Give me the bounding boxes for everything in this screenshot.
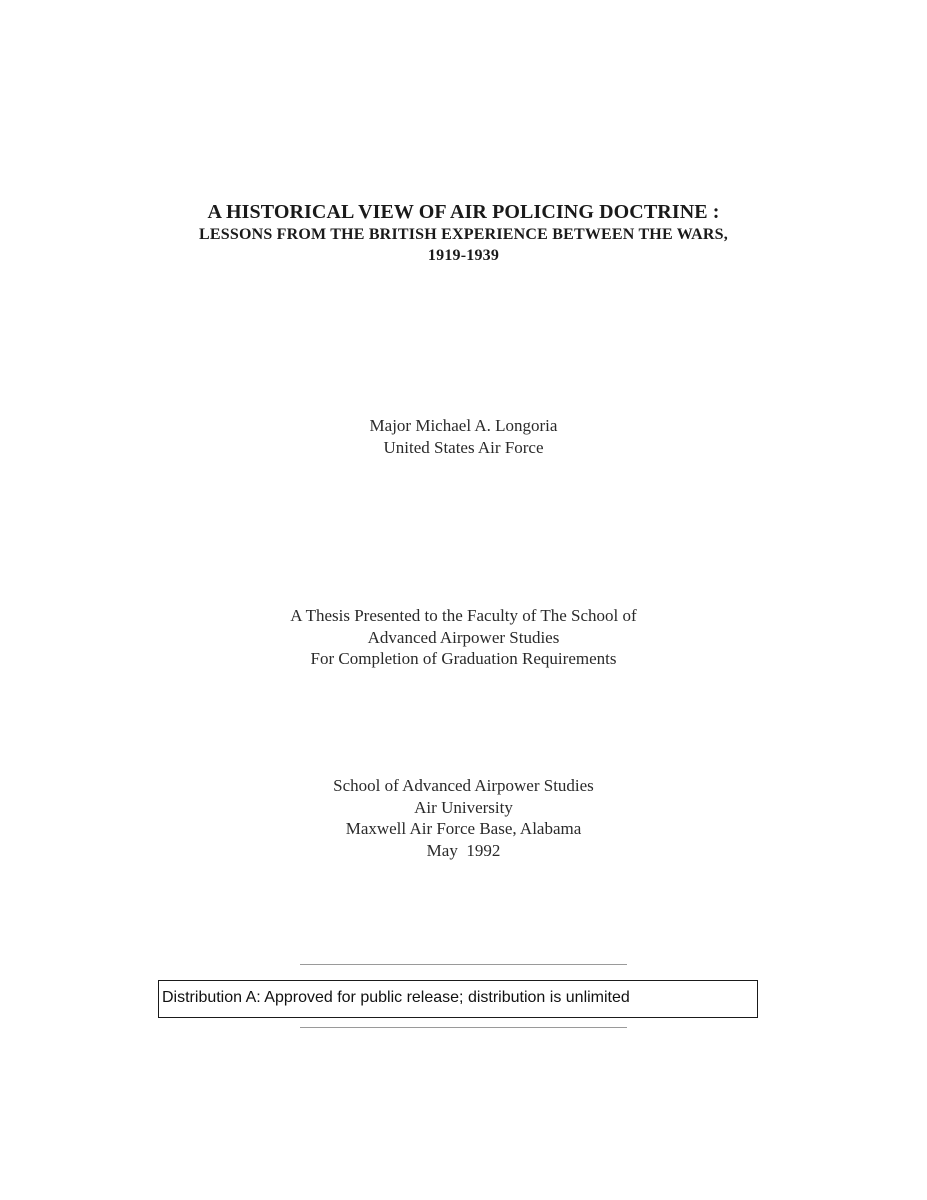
document-title	[0, 200, 927, 266]
divider-top	[300, 964, 627, 965]
author-block	[0, 415, 927, 458]
thesis-line-1: A Thesis Presented to the Faculty of The School of	[290, 606, 637, 625]
institution-block	[0, 775, 927, 861]
thesis-line-3: For Completion of Graduation Requirements	[310, 649, 617, 668]
author-service: United States Air Force	[383, 437, 544, 457]
divider-bottom	[300, 1027, 627, 1028]
base-location: Maxwell Air Force Base, Alabama	[345, 819, 582, 838]
thesis-statement	[0, 605, 927, 670]
title-main-line: A HISTORICAL VIEW OF AIR POLICING DOCTRINE :	[207, 201, 720, 223]
university-name: Air University	[414, 797, 513, 817]
title-subtitle-line-2: 1919-1939	[427, 247, 500, 264]
title-subtitle-line-1: LESSONS FROM THE BRITISH EXPERIENCE BETWEEN THE WARS,	[199, 226, 728, 243]
thesis-line-2: Advanced Airpower Studies	[367, 627, 560, 647]
distribution-statement-box	[158, 980, 758, 1018]
distribution-statement: Distribution A: Approved for public release; distribution is unlimited	[162, 989, 630, 1006]
publication-date: May 1992	[426, 840, 501, 860]
school-name: School of Advanced Airpower Studies	[333, 776, 594, 795]
author-name: Major Michael A. Longoria	[369, 416, 558, 435]
